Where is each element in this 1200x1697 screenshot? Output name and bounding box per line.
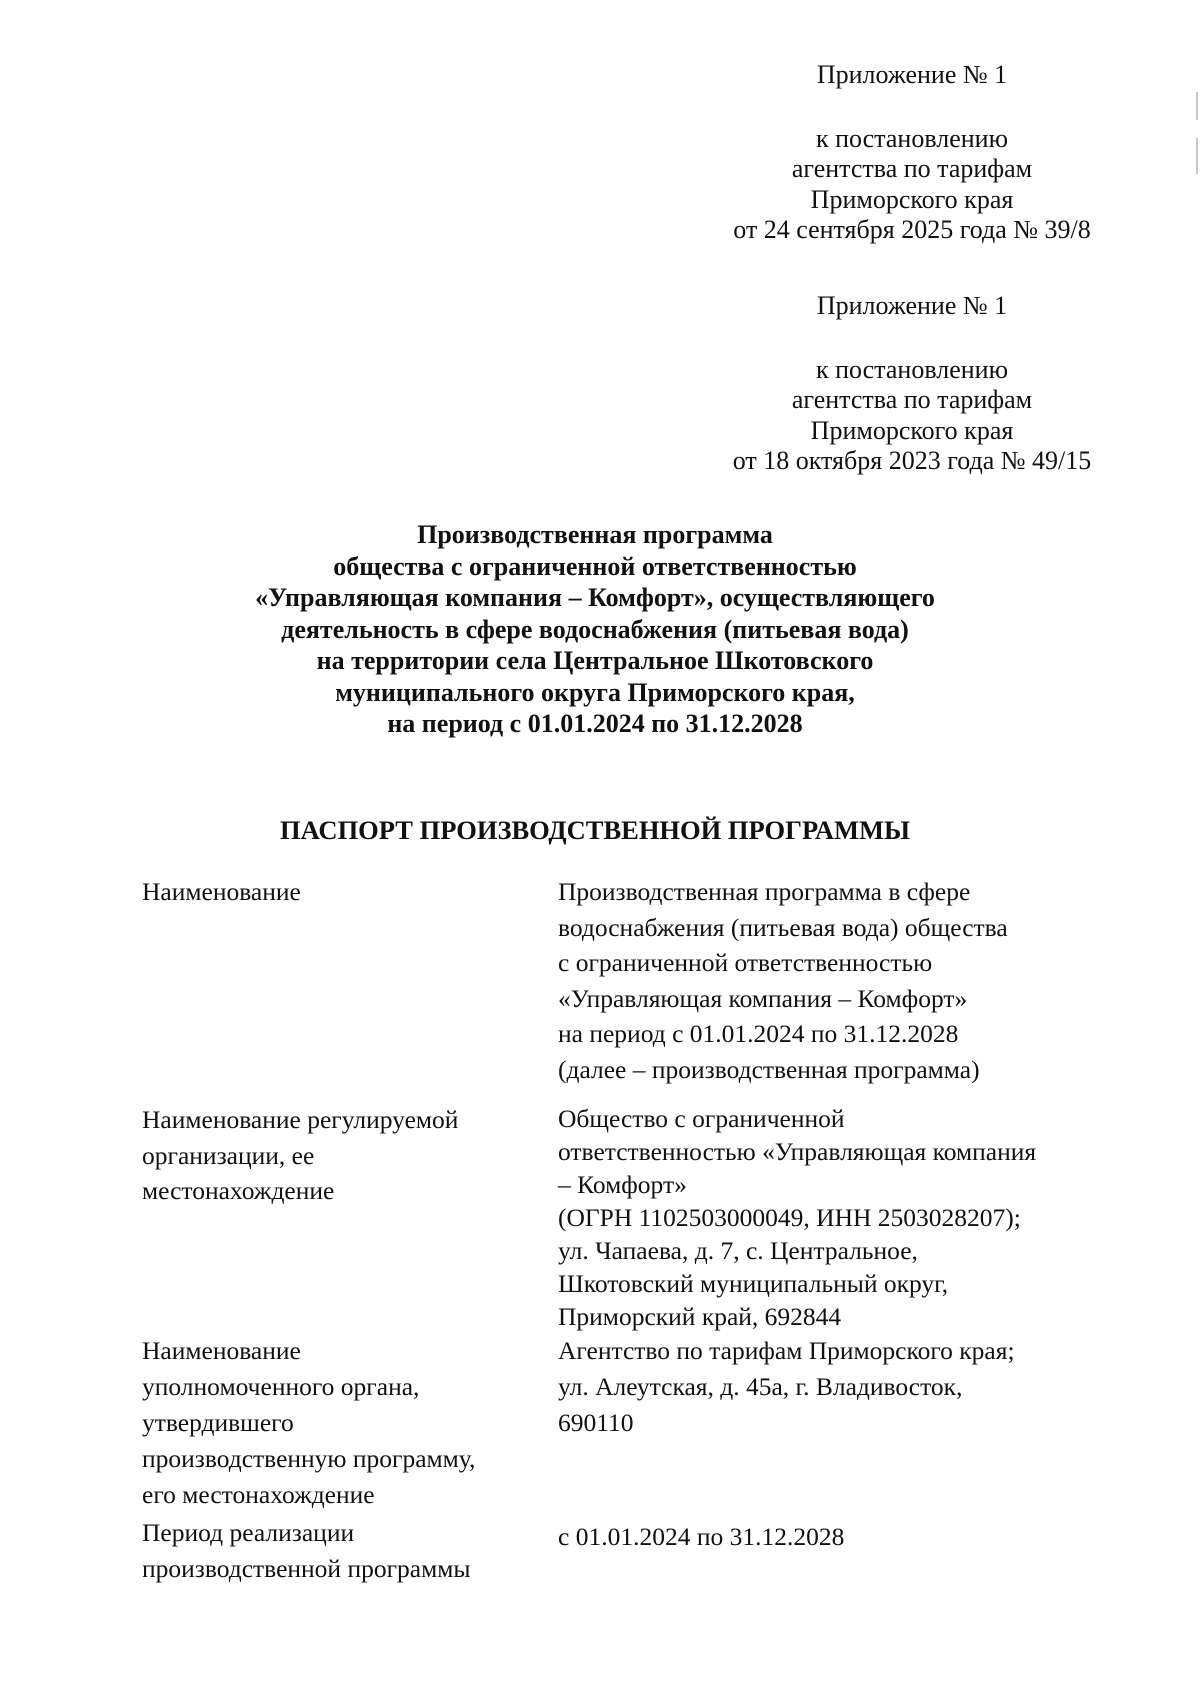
program-title-line: на период с 01.01.2024 по 31.12.2028 (387, 709, 803, 738)
passport-row-period (142, 1515, 1102, 1587)
attachment-region: Приморского края (810, 415, 1014, 445)
program-title-line: «Управляющая компания – Комфорт», осуществляющего (255, 583, 935, 612)
passport-row-organization (142, 1102, 1102, 1333)
passport-heading: ПАСПОРТ ПРОИЗВОДСТВЕННОЙ ПРОГРАММЫ (280, 815, 910, 845)
attachment-date: от 18 октября 2023 года № 49/15 (732, 446, 1092, 475)
program-title-line: муниципального округа Приморского края, (335, 677, 855, 707)
attachment-block-previous (702, 291, 1122, 477)
passport-label: Наименование (142, 877, 301, 906)
attachment-region: Приморского края (810, 184, 1014, 214)
attachment-resolution: к постановлению (815, 354, 1009, 384)
program-title-line: Производственная программа (417, 520, 773, 549)
passport-value: Агентство по тарифам Приморского края; ул. Алеутская, д. 45а, г. Владивосток, 690110 (558, 1336, 1015, 1437)
attachment-agency: агентства по тарифам (791, 385, 1033, 414)
passport-label: Период реализации производственной программы (142, 1518, 471, 1583)
passport-value: Производственная программа в сфере водоснабжения (питьевая вода) общества с ограниченной ответственностью «Управляющая компания – Комфорт» на период с 01.01.2024 по 31.12.2028 (далее – производственная программа) (558, 877, 1008, 1084)
attachment-agency: агентства по тарифам (791, 154, 1033, 183)
program-title-line: на территории села Центральное Шкотовского (316, 646, 874, 675)
passport-table (142, 874, 1102, 1587)
program-title-line: деятельность в сфере водоснабжения (питьевая вода) (281, 614, 909, 644)
passport-row-authority (142, 1333, 1102, 1515)
attachment-title: Приложение № 1 (816, 291, 1008, 320)
scan-edge-mark (1196, 138, 1198, 174)
program-title (140, 519, 1050, 740)
program-title-line: общества с ограниченной ответственностью (333, 551, 857, 581)
scan-edge-mark (1196, 92, 1198, 120)
attachment-date: от 24 сентября 2025 года № 39/8 (733, 215, 1091, 244)
passport-value: с 01.01.2024 по 31.12.2028 (558, 1522, 845, 1551)
attachment-title: Приложение № 1 (816, 60, 1008, 89)
passport-label: Наименование уполномоченного органа, утвердившего производственную программу, его местонахождение (142, 1336, 476, 1509)
passport-row-name (142, 874, 1102, 1102)
passport-value: Общество с ограниченной ответственностью «Управляющая компания – Комфорт» (ОГРН 1102503000049, ИНН 2503028207); ул. Чапаева, д. 7, с. Центральное, Шкотовский муниципальный округ, Приморский край, 692844 (558, 1104, 1037, 1331)
passport-label: Наименование регулируемой организации, ее местонахождение (142, 1105, 459, 1205)
attachment-block-current (702, 60, 1122, 246)
attachment-resolution: к постановлению (815, 123, 1009, 153)
